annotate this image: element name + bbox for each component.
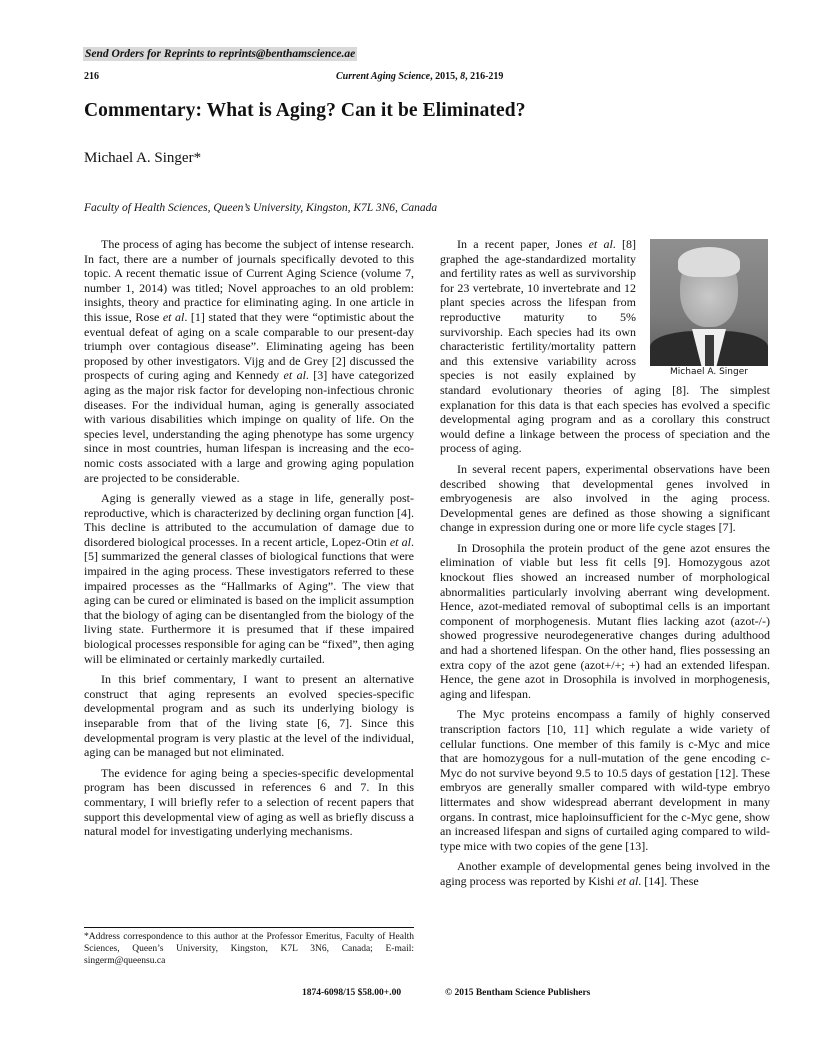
author-affiliation: Faculty of Health Sciences, Queen’s University, Kingston, K7L 3N6, Canada [84,202,438,214]
author-name: Michael A. Singer* [84,150,202,166]
paragraph: The process of aging has become the subject of intense research. In fact, there are a number of journals specifically devoted to this topic. A recent thematic issue of Current Aging Science (volume 7, number 1, 2014) was titled; Novel approaches to an old problem: insights, theory and practice for eliminating aging. In one article in this issue, Rose et al. [1] stated that they were “optimistic about the eventual defeat of aging on a scale comparable to our present-day triumph over contagious disease”. Eliminating ageing has been proposed by other investigators. Vijg and de Grey [2] discussed the prospects of curing aging and Kennedy et al. [3] have categorized aging as the major risk factor for developing non-infectious chronic diseases. For the individual human, aging is generally associated with various disabilities which impinge on quality of life. On the species level, understanding the aging phenotype has some urgency since in most countries, human lifespan is increasing and the economic costs associated with a large and growing aging population are projected to be considerable. [84,237,414,485]
paragraph: The Myc proteins encompass a family of highly conserved transcription factors [10, 11] which regulate a wide variety of cellular functions. One member of this family is c-Myc and mice that are homozygous for a null-mutation of the gene encoding c-Myc do not survive beyond 9.5 to 10.5 days of gestation [12]. These embryos are generally smaller compared with wild-type embryo littermates and show widespread aberrant development in many organs. In contrast, mice haploinsufficient for the c-Myc gene, show an increased lifespan and signs of curtailed aging compared to wild-type mice with two copies of the gene [13]. [440,707,770,853]
correspondence-footnote: *Address correspondence to this author at the Professor Emeritus, Faculty of Health Sciences, Queen’s University, Kingston, K7L 3N6, Canada; E-mail: singerm@queensu.ca [84,932,414,966]
photo-caption: Michael A. Singer [670,367,748,377]
left-column [84,237,414,845]
page-number: 216 [84,71,99,82]
paragraph: Aging is generally viewed as a stage in life, generally post-reproductive, which is characterized by declining organ function [4]. This decline is attributed to the accumulation of damage due to disordered biological processes. In a recent article, Lopez-Otin et al. [5] summarized the general classes of biological functions that were impaired in the aging process. These investigators referred to these impaired processes as the “Hallmarks of Aging”. The view that aging can be cured or eliminated is based on the implicit assumption that the biology of aging can be disentangled from the biology of the living state. Furthermore it is presumed that if these impaired biological processes responsible for aging can be “fixed”, then aging will be eliminated or certainly markedly curtailed. [84,491,414,666]
journal-volume: 8 [460,71,466,82]
journal-pages: , 216-219 [465,71,504,82]
journal-year: , 2015, [430,71,461,82]
article-title: Commentary: What is Aging? Can it be Eliminated? [84,100,526,121]
journal-citation [336,71,503,82]
author-photo-figure [644,239,770,378]
paragraph: Another example of developmental genes being involved in the aging process was reported by Kishi et al. [14]. These [440,859,770,888]
paragraph: In this brief commentary, I want to present an alternative construct that aging represents an evolved species-specific developmental program and as such its underlying biology is inseparable from that of the living state [6, 7]. Since this developmental program is very plastic at the level of the individual, aging can be managed but not eliminated. [84,672,414,760]
footnote-divider [84,927,414,928]
paragraph: In a recent paper, Jones et al. [8] graphed the age-standardized mortality and fertility rates as well as survivorship for 23 vertebrate, 10 invertebrate and 12 plant species across the lifespan from reproductive maturity to 5% survivorship. Each species had its own characteristic fertility/mortality pattern and this extensive variability across species is not easily explained by standard evolutionary theories of aging [8]. The simplest explanation for this data is that each species has evolved a specific developmental aging program and as a corollary this construct would define a linkage between the process of speciation and the process of aging. [440,237,770,456]
paragraph: In Drosophila the protein product of the gene azot ensures the elimination of viable but less fit cells [9]. Homozygous azot knockout flies showed an increased number of morphological abnormalities particularly involving aberrant wing development. Hence, azot-mediated removal of suboptimal cells is an important component of morphogenesis. Mutant flies lacking azot (azot-/-) showed progressive neurodegenerative changes during adulthood and had a shortened lifespan. On the other hand, flies possessing an extra copy of the azot gene (azot+/+; +) had an extended lifespan. Hence, the gene azot in Drosophila is involved in morphogenesis, aging and lifespan. [440,540,770,701]
reprint-notice: Send Orders for Reprints to reprints@benthamscience.ae [85,48,356,60]
issn-price: 1874-6098/15 $58.00+.00 [302,988,402,998]
journal-name: Current Aging Science [336,71,431,82]
author-photo [650,239,768,366]
paragraph: In several recent papers, experimental observations have been described showing that developmental genes involved in embryogenesis are also involved in the aging process. Developmental genes are defined as those showing a significant change in expression during one or more life cycle stages [7]. [440,461,770,535]
paragraph: The evidence for aging being a species-specific developmental program has been discussed in references 6 and 7. In this commentary, I will briefly refer to a selection of recent papers that support this developmental view of aging as well as briefly discuss a natural model for investigating underlying mechanisms. [84,765,414,839]
right-column [440,237,770,895]
copyright-notice: © 2015 Bentham Science Publishers [445,988,591,998]
